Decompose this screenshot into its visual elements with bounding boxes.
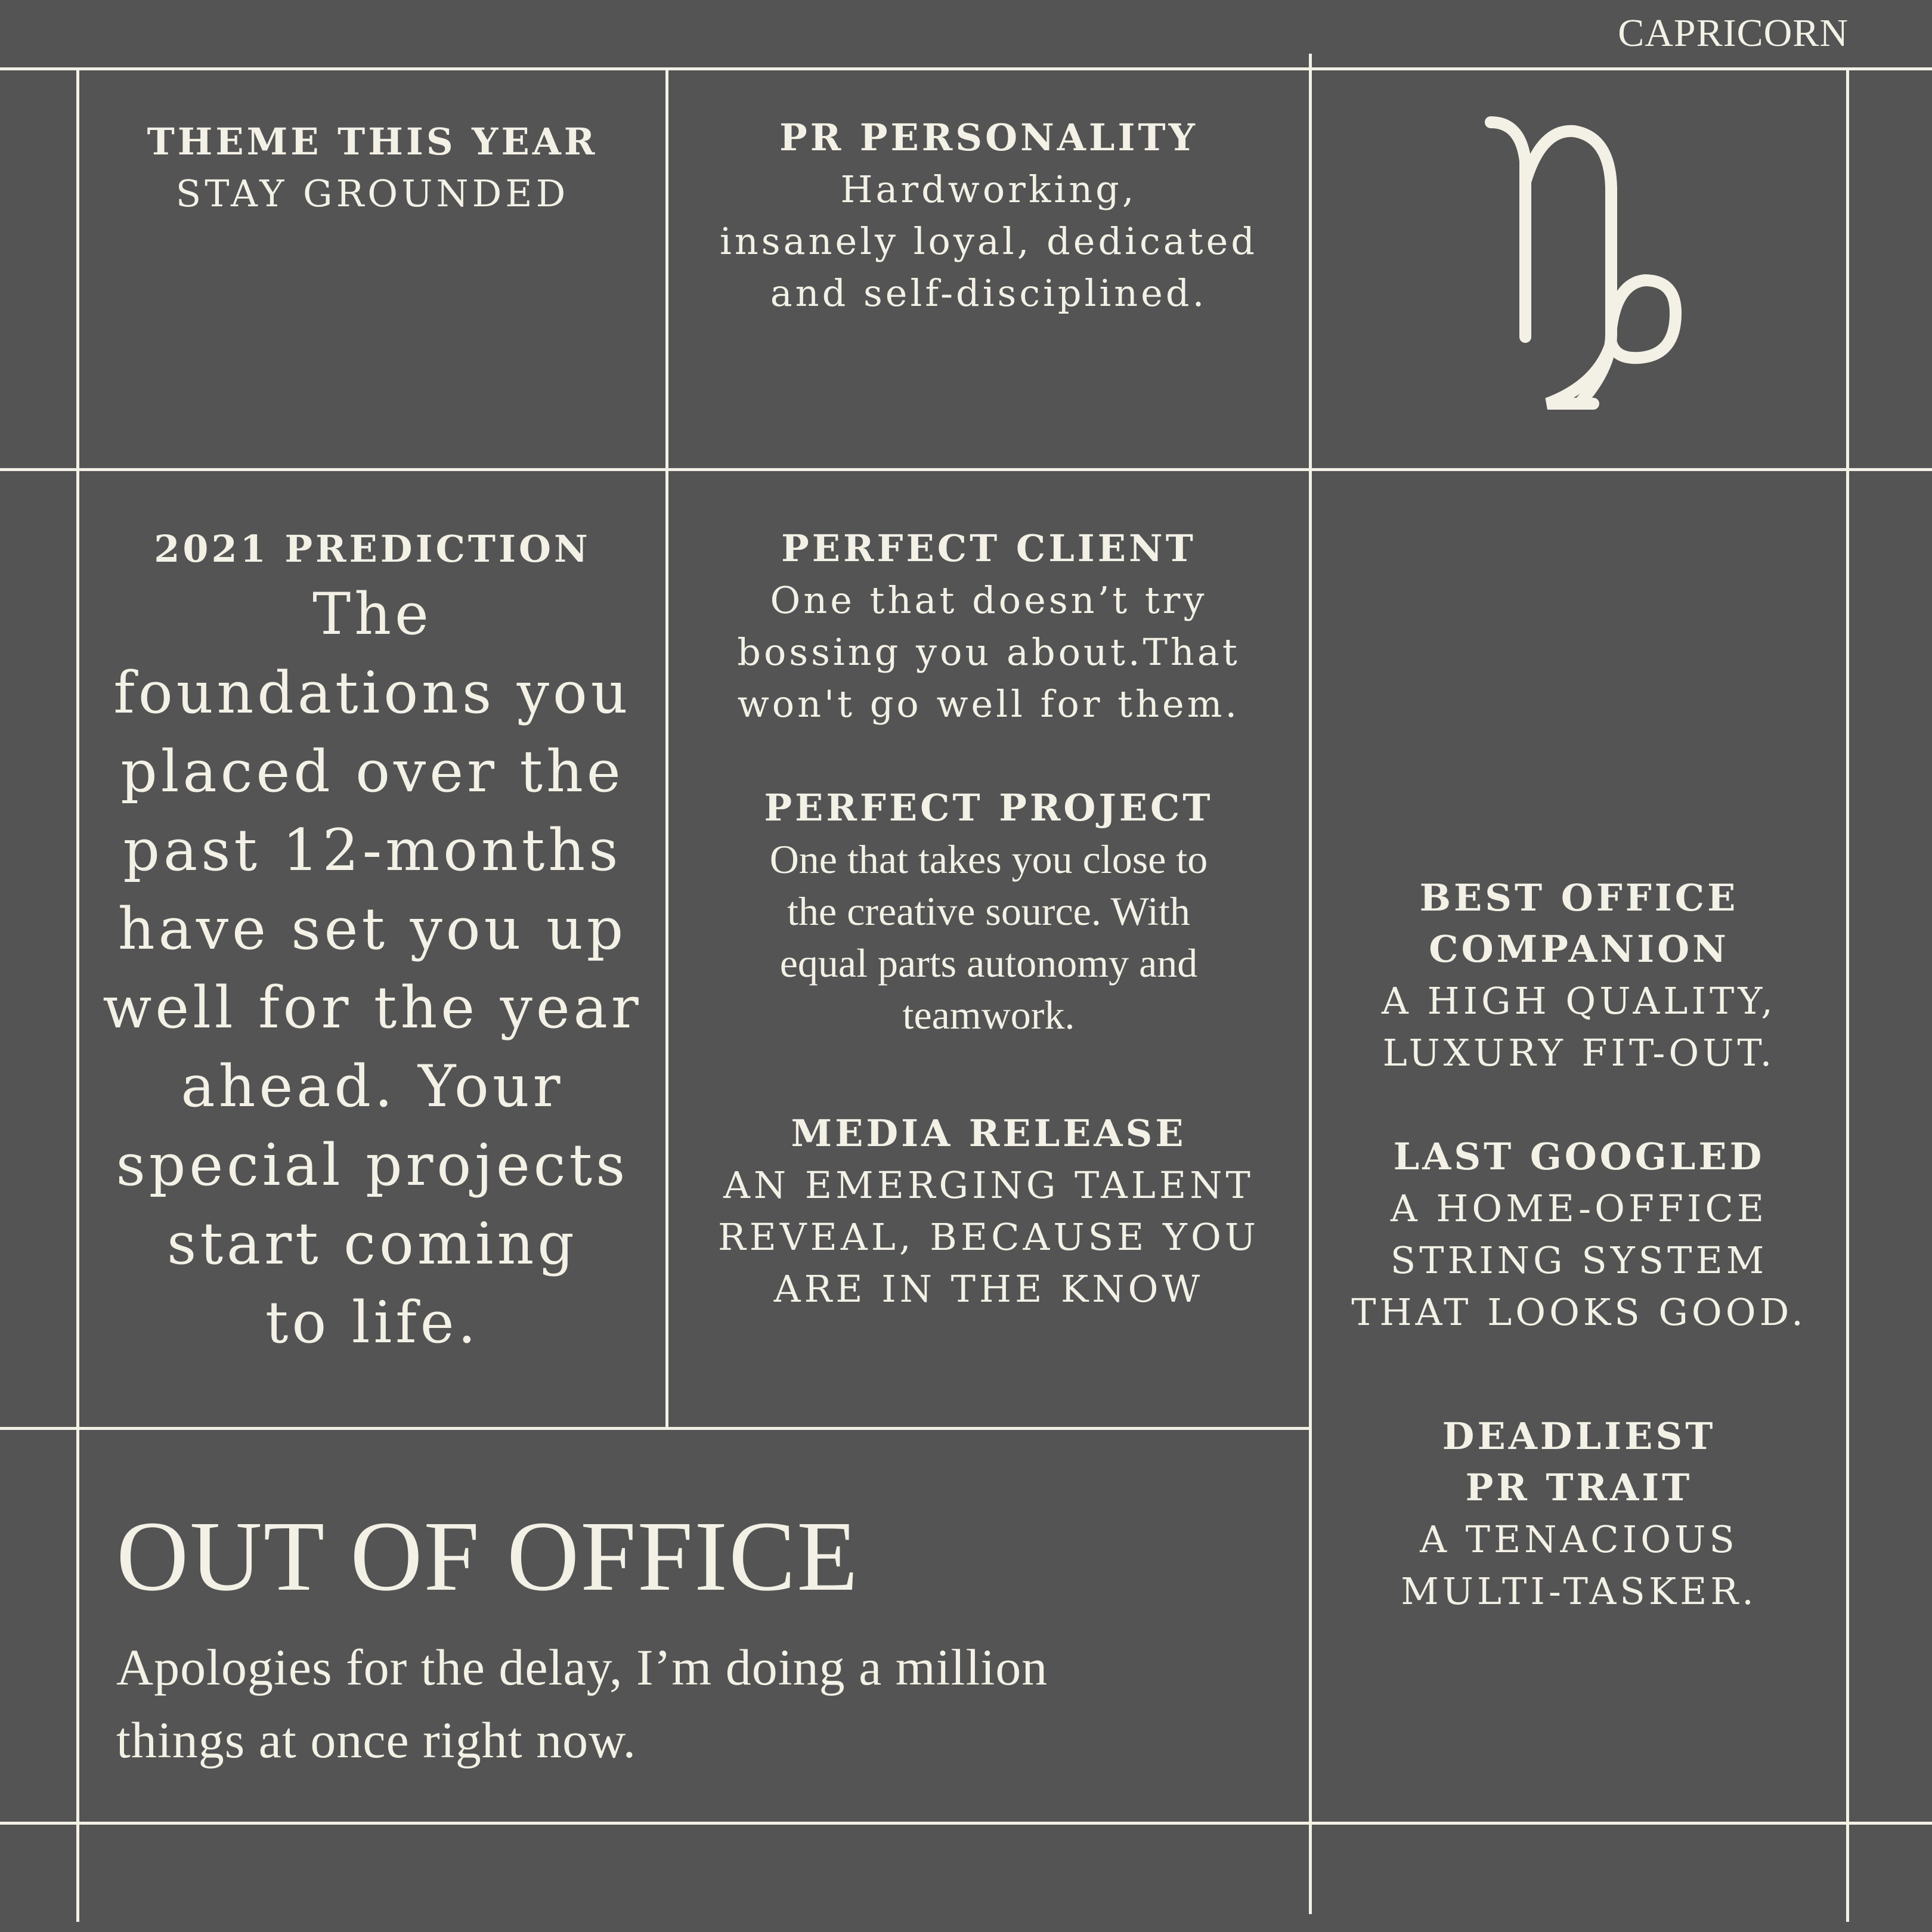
personality-heading: PR PERSONALITY	[779, 116, 1198, 159]
capricorn-icon	[1485, 116, 1723, 426]
grid-line-row2	[0, 1427, 1311, 1430]
companion-heading: BEST OFFICE COMPANION	[1419, 876, 1739, 971]
project-cell	[668, 782, 1309, 1041]
prediction-value: The foundations you placed over the past 12-months have set you up well for the year ahead. Your special projects start coming to life.	[103, 581, 642, 1356]
media-value: AN EMERGING TALENT REVEAL, BECAUSE YOU ARE IN THE KNOW	[717, 1163, 1260, 1311]
prediction-heading: 2021 PREDICTION	[154, 527, 591, 571]
companion-cell	[1312, 872, 1846, 1079]
googled-cell	[1312, 1131, 1846, 1338]
trait-cell	[1312, 1411, 1846, 1617]
client-heading: PERFECT CLIENT	[781, 527, 1196, 570]
media-cell	[668, 1108, 1309, 1315]
grid-line-bottom	[0, 1822, 1932, 1825]
media-heading: MEDIA RELEASE	[791, 1111, 1187, 1155]
grid-line-right	[1846, 67, 1849, 1922]
grid-line-top	[0, 67, 1932, 70]
out-of-office-message: Apologies for the delay, I’m doing a million things at once right now.	[116, 1639, 1048, 1769]
personality-cell	[668, 112, 1309, 319]
prediction-cell	[79, 524, 665, 1362]
client-cell	[668, 523, 1309, 730]
theme-heading: THEME THIS YEAR	[147, 120, 598, 163]
trait-value: A TENACIOUS MULTI-TASKER.	[1401, 1518, 1757, 1613]
theme-value: STAY GROUNDED	[175, 172, 569, 215]
personality-value: Hardworking, insanely loyal, dedicated and self-disciplined.	[720, 168, 1258, 315]
grid-line-row1	[0, 468, 1932, 471]
companion-value: A HIGH QUALITY, LUXURY FIT-OUT.	[1382, 979, 1776, 1075]
client-value: One that doesn’t try bossing you about.That won't go well for them.	[737, 578, 1240, 726]
theme-cell	[79, 116, 665, 219]
out-of-office-title: OUT OF OFFICE	[116, 1501, 859, 1612]
trait-heading: DEADLIEST PR TRAIT	[1442, 1414, 1716, 1509]
project-heading: PERFECT PROJECT	[764, 786, 1213, 829]
googled-value: A HOME-OFFICE STRING SYSTEM THAT LOOKS GOOD.	[1351, 1187, 1807, 1334]
googled-heading: LAST GOOGLED	[1393, 1135, 1765, 1178]
project-value: One that takes you close to the creative source. With equal parts autonomy and teamwork.	[769, 837, 1208, 1038]
sign-name: CAPRICORN	[1618, 11, 1849, 55]
